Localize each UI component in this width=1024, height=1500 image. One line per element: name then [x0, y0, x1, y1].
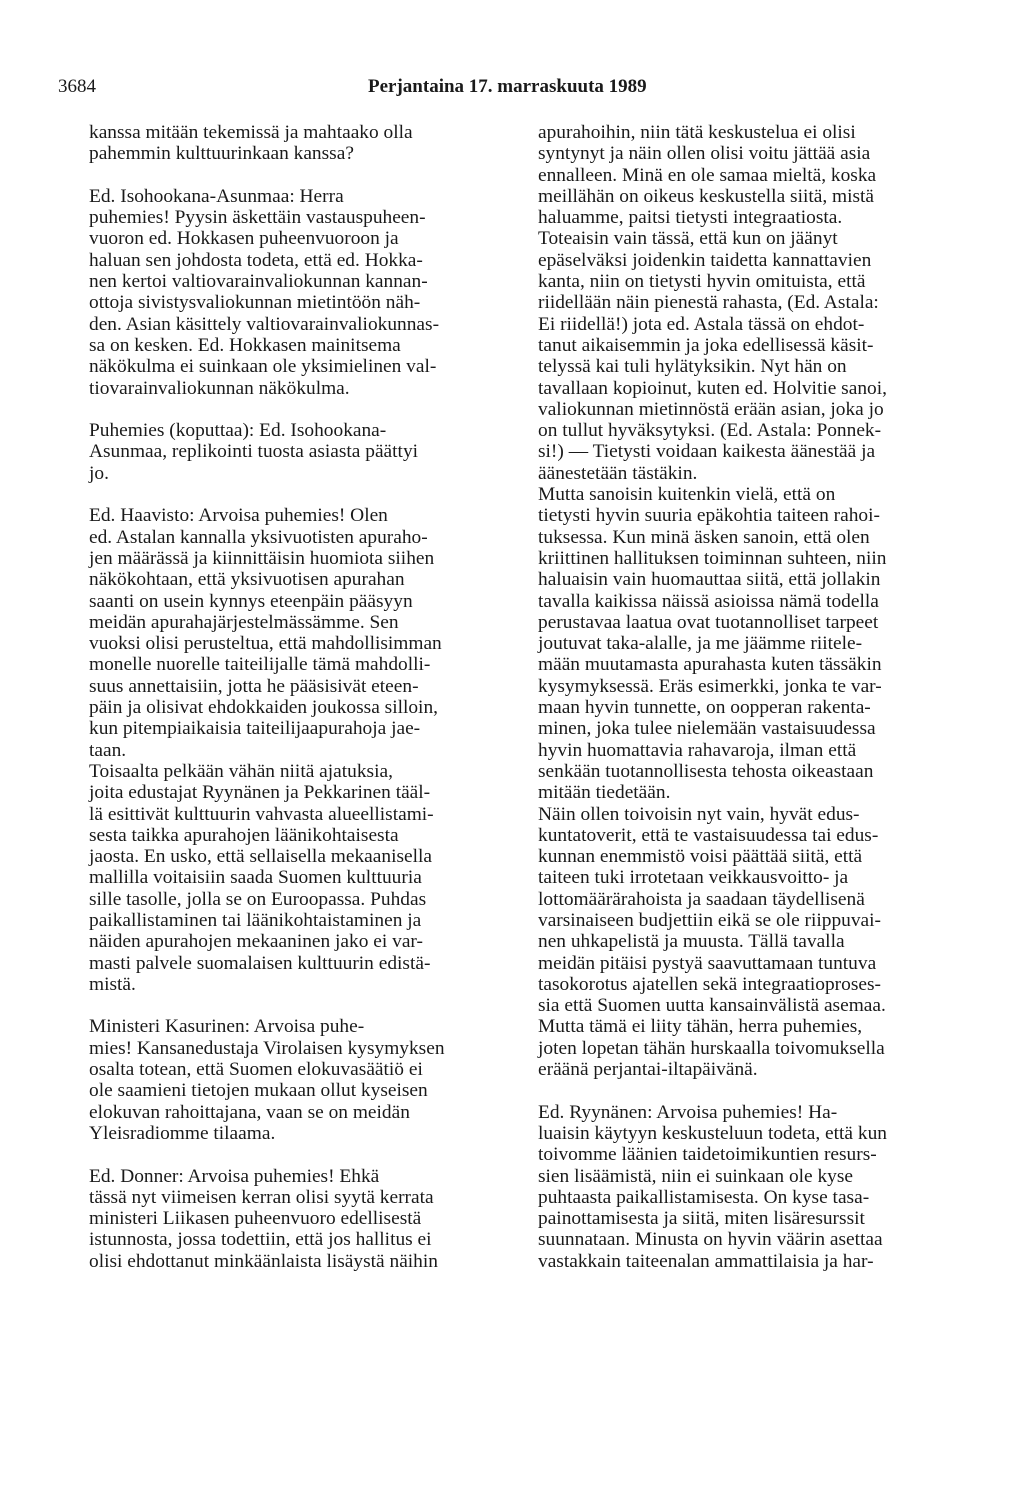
text-line: kunnan enemmistö voisi päättää siitä, että: [538, 846, 863, 868]
text-line: Näin ollen toivoisin nyt vain, hyvät edus-: [538, 803, 860, 825]
text-line: haluamme, paitsi tietysti integraatiosta.: [538, 207, 843, 229]
text-line: tasokorotus ajatellen sekä integraatioproses-: [538, 973, 881, 995]
text-line: jo.: [89, 462, 109, 484]
text-line: Ei riidellä!) jota ed. Astala tässä on ehdot-: [538, 313, 865, 335]
text-line: tavalla kaikissa näissä asioissa nämä todella: [538, 590, 879, 612]
text-line: perustavaa laatua ovat tuotannolliset tarpeet: [538, 611, 879, 633]
text-line: Mutta tämä ei liity tähän, herra puhemies,: [538, 1016, 863, 1038]
text-line: kanta, niin on tietysti hyvin omituista, että: [538, 271, 866, 293]
text-line: den. Asian käsittely valtiovarainvaliokunnas-: [89, 313, 440, 335]
text-line: vuoron ed. Hokkasen puheenvuoroon ja: [89, 228, 399, 250]
text-line: on tullut hyväksytyksi. (Ed. Astala: Ponnek-: [538, 420, 882, 442]
text-line: tavallaan kopioinut, kuten ed. Holvitie sanoi,: [538, 377, 887, 399]
paragraph-gap: [538, 1080, 974, 1101]
text-line: monelle nuorelle taiteilijalle tämä mahdolli-: [89, 654, 431, 676]
text-line: tässä nyt viimeisen kerran olisi syytä kerrata: [89, 1186, 434, 1208]
text-line: joutuvat taka-alalle, ja me jäämme riitele-: [538, 633, 863, 655]
left-column: [89, 122, 525, 1272]
text-line: äänestetään tästäkin.: [538, 462, 698, 484]
text-line: Ed. Haavisto: Arvoisa puhemies! Olen: [89, 505, 388, 527]
text-line: tuksessa. Kun minä äsken sanoin, että olen: [538, 526, 870, 548]
text-line: paikallistaminen tai läänikohtaistaminen ja: [89, 909, 422, 931]
text-line: si!) — Tietysti voidaan kaikesta äänestää ja: [538, 441, 876, 463]
text-line: taiteen tuki irrotetaan veikkausvoitto- ja: [538, 867, 849, 889]
text-line: masti palvele suomalaisen kulttuurin edistä-: [89, 952, 431, 974]
paragraph-gap: [89, 1144, 525, 1165]
text-line: kun pitempiaikaisia taiteilijaapurahoja jae-: [89, 718, 421, 740]
text-line: Puhemies (koputtaa): Ed. Isohookana-: [89, 420, 387, 442]
text-line: istunnosta, jossa todettiin, että jos hallitus ei: [89, 1229, 432, 1251]
text-line: Ed. Isohookana-Asunmaa: Herra: [89, 185, 344, 207]
text-line: vuoksi olisi perusteltua, että mahdollisimman: [89, 633, 442, 655]
text-line: puhemies! Pyysin äskettäin vastauspuheen-: [89, 207, 426, 229]
text-line: elokuvan rahoittajana, vaan se on meidän: [89, 1101, 410, 1123]
text-line: jen määrässä ja kiinnittäisin huomiota siihen: [89, 547, 435, 569]
text-line: ottoja sivistysvaliokunnan mietintöön näh-: [89, 292, 421, 314]
text-line: hyvin huomattavia rahavaroja, ilman että: [538, 739, 857, 761]
text-line: telyssä kai tuli hylätyksikin. Nyt hän on: [538, 356, 847, 378]
text-line: meidän pitäisi pystyä saavuttamaan tuntuva: [538, 952, 877, 974]
page-number: 3684: [58, 76, 96, 97]
text-line: suus annettaisiin, jotta he pääsisivät eteen-: [89, 675, 419, 697]
text-line: ed. Astalan kannalla yksivuotisten apuraho-: [89, 526, 428, 548]
text-line: haluan sen johdosta todeta, että ed. Hokka-: [89, 249, 423, 271]
text-line: riidellään näin pienestä rahasta, (Ed. Astala:: [538, 292, 879, 314]
paragraph-gap: [89, 484, 525, 505]
text-line: pahemmin kulttuurinkaan kanssa?: [89, 143, 354, 165]
text-line: kysymyksessä. Eräs esimerkki, jonka te var-: [538, 675, 882, 697]
text-line: nen kertoi valtiovarainvaliokunnan kannan-: [89, 271, 428, 293]
text-line: saanti on usein kynnys eteenpäin pääsyyn: [89, 590, 413, 612]
text-line: päin ja olisivat ehdokkaiden joukossa silloin,: [89, 697, 438, 719]
text-line: Ministeri Kasurinen: Arvoisa puhe-: [89, 1016, 365, 1038]
page-header: [58, 76, 968, 106]
text-line: sa on kesken. Ed. Hokkasen mainitsema: [89, 334, 401, 356]
text-line: näiden apurahojen mekaaninen jako ei var-: [89, 931, 423, 953]
text-line: nen uhkapelistä ja muusta. Tällä tavalla: [538, 931, 845, 953]
paragraph-gap: [89, 165, 525, 186]
text-line: tietysti hyvin suuria epäkohtia taiteen rahoi-: [538, 505, 880, 527]
text-line: tiovarainvaliokunnan näkökulma.: [89, 377, 350, 399]
text-line: Yleisradiomme tilaama.: [89, 1122, 276, 1144]
text-line: Asunmaa, replikointi tuosta asiasta päättyi: [89, 441, 419, 463]
text-line: suunnataan. Minusta on hyvin väärin asettaa: [538, 1229, 883, 1251]
text-line: senkään tuotannollisesta tehosta oikeastaan: [538, 760, 874, 782]
text-line: puhtaasta paikallistamisesta. On kyse tasa-: [538, 1186, 870, 1208]
text-line: valiokunnan mietinnöstä erään asian, joka jo: [538, 398, 884, 420]
text-line: kanssa mitään tekemissä ja mahtaako olla: [89, 122, 413, 143]
text-line: sien lisäämistä, niin ei suinkaan ole kyse: [538, 1165, 854, 1187]
text-line: kriittinen hallituksen toiminnan suhteen, niin: [538, 547, 887, 569]
text-line: joten lopetan tähän hurskaalla toivomuksella: [538, 1037, 885, 1059]
text-line: painottamisesta ja siitä, miten lisäresurssit: [538, 1208, 865, 1230]
text-line: olisi ehdottanut minkäänlaista lisäystä näihin: [89, 1250, 438, 1272]
text-line: näkökulma ei suinkaan ole yksimielinen val-: [89, 356, 437, 378]
text-line: mitään tiedetään.: [538, 782, 671, 804]
text-line: apurahoihin, niin tätä keskustelua ei olisi: [538, 122, 856, 143]
text-line: mallilla voitaisiin saada Suomen kulttuuria: [89, 867, 422, 889]
text-line: epäselväksi joidenkin taidetta kannattavien: [538, 249, 872, 271]
text-line: minen, joka tulee nielemään vastaisuudessa: [538, 718, 876, 740]
text-line: luaisin käytyyn keskusteluun todeta, että kun: [538, 1122, 887, 1144]
text-line: ministeri Liikasen puheenvuoro edellisestä: [89, 1208, 422, 1230]
text-line: toivomme läänien taidetoimikuntien resurs-: [538, 1144, 877, 1166]
text-line: osalta totean, että Suomen elokuvasäätiö ei: [89, 1059, 423, 1081]
text-line: eräänä perjantai-iltapäivänä.: [538, 1059, 758, 1081]
text-line: syntynyt ja näin ollen olisi voitu jättää asia: [538, 143, 871, 165]
text-line: Mutta sanoisin kuitenkin vielä, että on: [538, 484, 836, 506]
header-date: Perjantaina 17. marraskuuta 1989: [368, 76, 647, 97]
text-line: näkökohtaan, että yksivuotisen apurahan: [89, 569, 405, 591]
text-line: mistä.: [89, 973, 136, 995]
text-line: lottomäärärahoista ja saadaan täydellisenä: [538, 888, 865, 910]
text-line: kuntatoverit, että te vastaisuudessa tai edus-: [538, 824, 879, 846]
text-line: jaosta. En usko, että sellaisella mekaanisella: [89, 846, 432, 868]
paragraph-gap: [89, 399, 525, 420]
text-line: vastakkain taiteenalan ammattilaisia ja har-: [538, 1250, 874, 1272]
text-line: sesta taikka apurahojen läänikohtaisesta: [89, 824, 399, 846]
text-line: maan hyvin tunnette, on oopperan rakenta-: [538, 697, 871, 719]
text-line: meidän apurahajärjestelmässämme. Sen: [89, 611, 399, 633]
right-column: [538, 122, 974, 1272]
text-line: tanut aikaisemmin ja joka edellisessä käsit-: [538, 334, 874, 356]
text-line: joita edustajat Ryynänen ja Pekkarinen tääl-: [89, 782, 431, 804]
text-line: Ed. Ryynänen: Arvoisa puhemies! Ha-: [538, 1101, 838, 1123]
text-line: mies! Kansanedustaja Virolaisen kysymyksen: [89, 1037, 445, 1059]
text-line: sille tasolle, jolla se on Euroopassa. Puhdas: [89, 888, 427, 910]
text-line: ole saamieni tietojen mukaan ollut kyseisen: [89, 1080, 428, 1102]
text-line: meillähän on oikeus keskustella siitä, mistä: [538, 185, 875, 207]
text-line: Toisaalta pelkään vähän niitä ajatuksia,: [89, 760, 393, 782]
text-line: lä esittivät kulttuurin vahvasta alueellistami-: [89, 803, 434, 825]
text-line: varsinaiseen budjettiin eikä se ole riippuvai-: [538, 909, 882, 931]
text-line: sia että Suomen uutta kansainvälistä asemaa.: [538, 995, 886, 1017]
text-line: taan.: [89, 739, 127, 761]
text-line: Toteaisin vain tässä, että kun on jäänyt: [538, 228, 838, 250]
text-line: ennalleen. Minä en ole samaa mieltä, koska: [538, 164, 877, 186]
text-line: Ed. Donner: Arvoisa puhemies! Ehkä: [89, 1165, 380, 1187]
text-line: haluaisin vain huomauttaa siitä, että jollakin: [538, 569, 881, 591]
text-line: mään muutamasta apurahasta kuten tässäkin: [538, 654, 882, 676]
paragraph-gap: [89, 995, 525, 1016]
